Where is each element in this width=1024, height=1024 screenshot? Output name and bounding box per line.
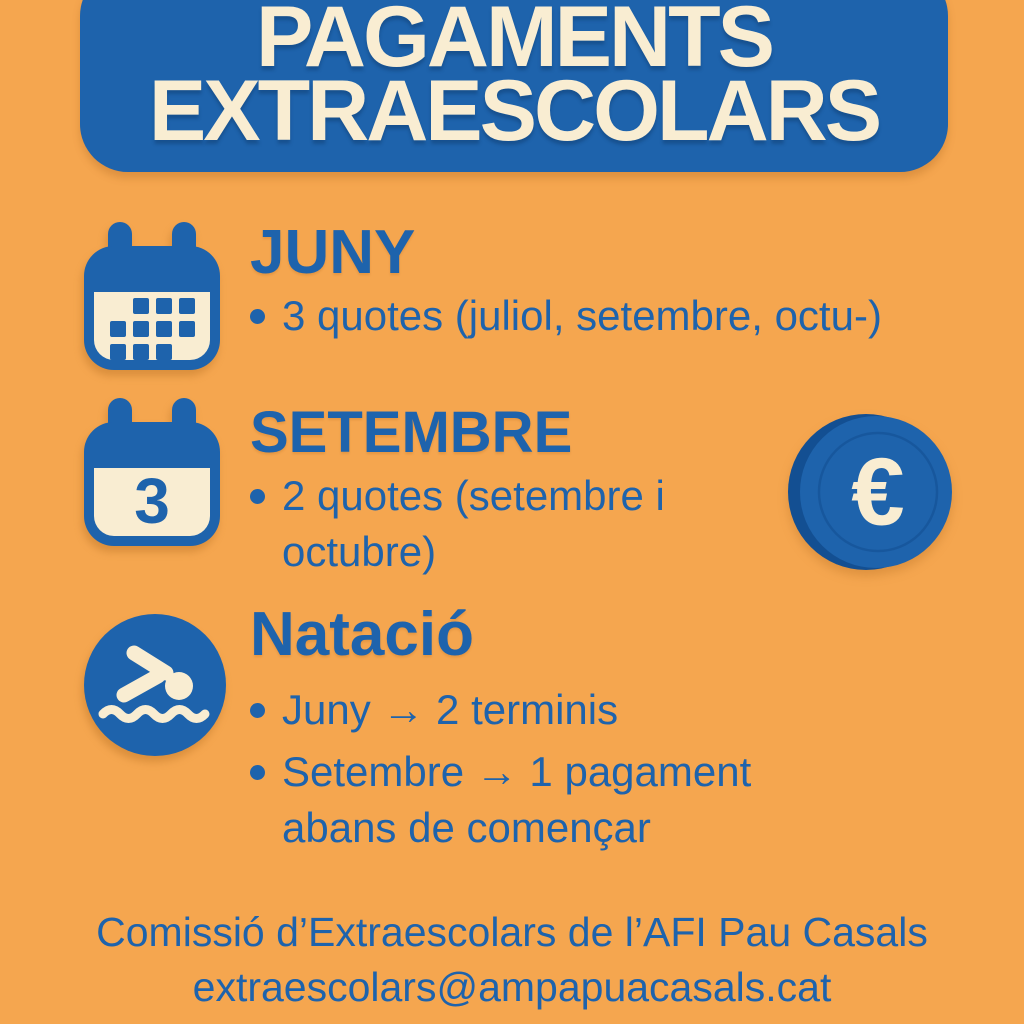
poster-title-line1: PAGAMENTS — [255, 0, 773, 85]
euro-coin-icon — [788, 409, 954, 575]
bullet-text: Juny → 2 terminis — [282, 686, 619, 733]
bullet-text: 2 quotes (setembre i octubre) — [282, 472, 665, 575]
bullet-dot — [250, 703, 265, 718]
section-heading-juny: JUNY — [250, 218, 416, 287]
footer-organization: Comissió d’Extraescolars de l’AFI Pau Casals — [96, 909, 928, 955]
calendar-grid-icon — [84, 222, 220, 370]
swimmer-icon — [84, 614, 226, 756]
calendar-day-icon — [84, 398, 220, 546]
bullet-text: Setembre → 1 pagament abans de començar — [282, 748, 752, 851]
header-banner — [80, 0, 948, 172]
bullet-item — [250, 682, 618, 738]
section-heading-natacio: Natació — [250, 600, 474, 669]
calendar-date-dots — [110, 298, 196, 360]
calendar-day-number: 3 — [134, 465, 170, 537]
footer-email: extraescolars@ampapuacasals.cat — [192, 964, 832, 1010]
bullet-dot — [250, 489, 265, 504]
bullet-item — [250, 288, 882, 344]
bullet-item — [250, 744, 822, 856]
poster-title-line2: EXTRAESCOLARS — [148, 63, 880, 159]
section-heading-setembre: SETEMBRE — [250, 400, 573, 465]
bullet-dot — [250, 765, 265, 780]
bullet-text: 3 quotes (juliol, setembre, octu-) — [282, 292, 882, 339]
euro-symbol: € — [851, 438, 905, 546]
bullet-dot — [250, 309, 265, 324]
bullet-item — [250, 468, 682, 580]
